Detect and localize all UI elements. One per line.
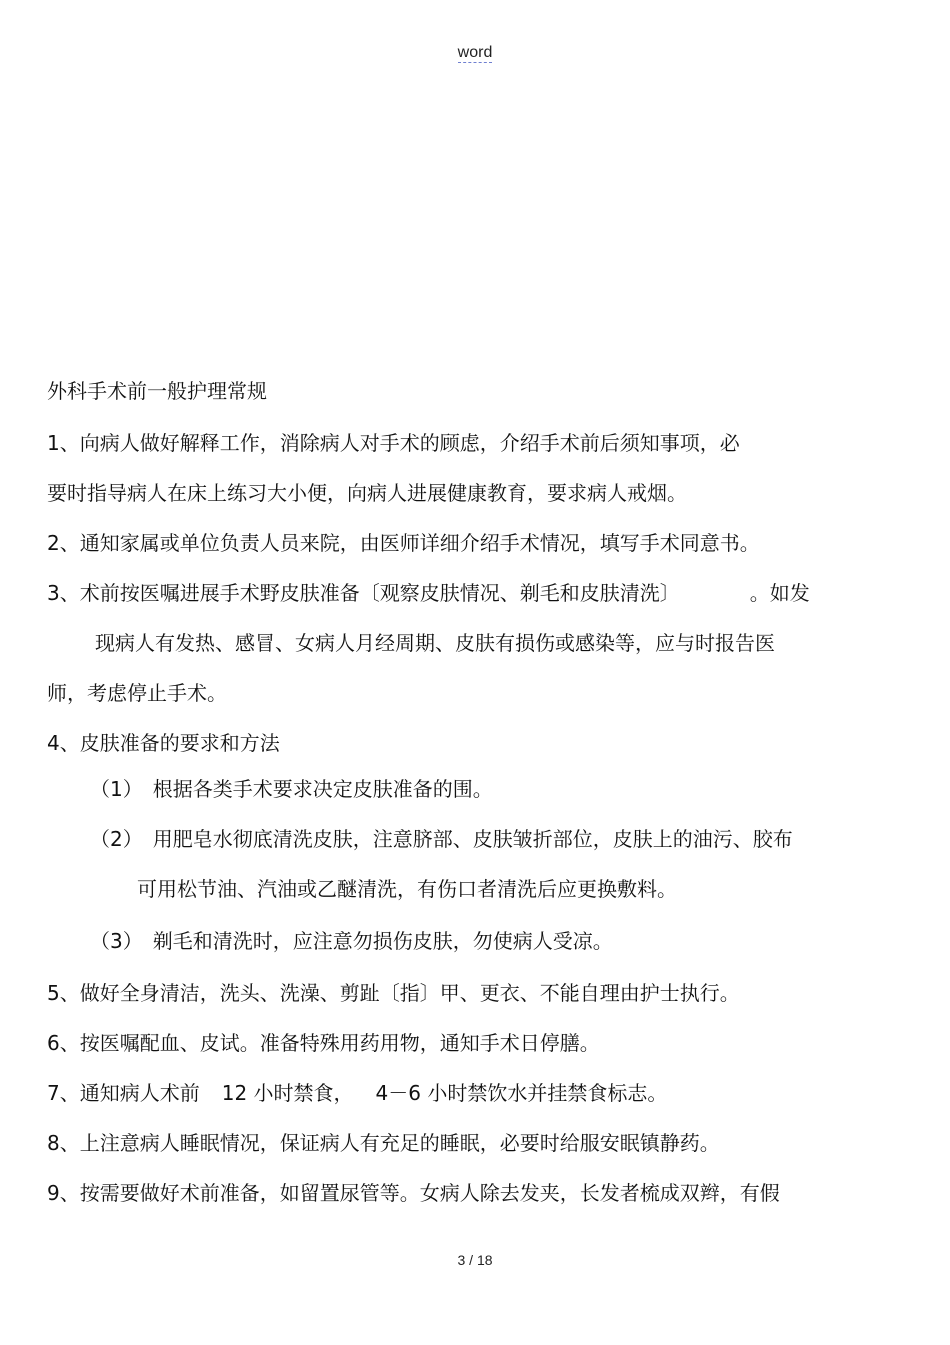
sub-item-2-number: （2） xyxy=(90,827,143,851)
header-word-label xyxy=(0,44,950,62)
item-3-line-1-part-1: 3、术前按医嘱进展手术野皮肤准备〔观察皮肤情况、剃毛和皮肤清洗〕 xyxy=(47,581,680,605)
item-7-part-1: 7、通知病人术前 xyxy=(47,1081,200,1105)
item-3-line-1-part-2: 。如发 xyxy=(749,581,810,605)
item-6: 6、按医嘱配血、皮试。准备特殊用药用物，通知手术日停膳。 xyxy=(47,1031,600,1055)
item-4: 4、皮肤准备的要求和方法 xyxy=(47,731,280,755)
sub-item-1-text: 根据各类手术要求决定皮肤准备的围。 xyxy=(152,777,493,801)
sub-item-2 xyxy=(90,826,793,852)
item-8: 8、上注意病人睡眠情况，保证病人有充足的睡眠，必要时给服安眠镇静药。 xyxy=(47,1131,720,1155)
item-1-line-2: 要时指导病人在床上练习大小便，向病人进展健康教育，要求病人戒烟。 xyxy=(47,481,687,505)
item-3-line-2: 现病人有发热、感冒、女病人月经周期、皮肤有损伤或感染等，应与时报告医 xyxy=(95,631,775,655)
page-number: 3 / 18 xyxy=(457,1252,493,1268)
item-3-line-1 xyxy=(47,580,810,606)
item-3-line-3: 师，考虑停止手术。 xyxy=(47,681,227,705)
sub-item-1-number: （1） xyxy=(90,777,143,801)
sub-item-3-text: 剃毛和清洗时，应注意勿损伤皮肤，勿使病人受凉。 xyxy=(152,929,613,953)
item-1-line-1: 1、向病人做好解释工作，消除病人对手术的顾虑，介绍手术前后须知事项，必 xyxy=(47,431,740,455)
item-7-part-3: 4－6 小时禁饮水并挂禁食标志。 xyxy=(375,1081,668,1105)
item-7 xyxy=(47,1080,667,1106)
item-7-part-2: 12 小时禁食， xyxy=(221,1081,354,1105)
sub-item-1 xyxy=(90,776,493,802)
item-2: 2、通知家属或单位负责人员来院，由医师详细介绍手术情况，填写手术同意书。 xyxy=(47,531,760,555)
item-9: 9、按需要做好术前准备，如留置尿管等。女病人除去发夹，长发者梳成双辫，有假 xyxy=(47,1181,780,1205)
doc-title: 外科手术前一般护理常规 xyxy=(47,379,267,403)
sub-item-2-text: 用肥皂水彻底清洗皮肤，注意脐部、皮肤皱折部位，皮肤上的油污、胶布 xyxy=(152,827,793,851)
sub-item-3 xyxy=(90,928,613,954)
header-word-text: word xyxy=(457,44,493,61)
sub-item-3-number: （3） xyxy=(90,929,143,953)
sub-item-2-line-2: 可用松节油、汽油或乙醚清洗，有伤口者清洗后应更换敷料。 xyxy=(137,877,677,901)
item-5: 5、做好全身清洁，洗头、洗澡、剪趾〔指〕甲、更衣、不能自理由护士执行。 xyxy=(47,981,740,1005)
